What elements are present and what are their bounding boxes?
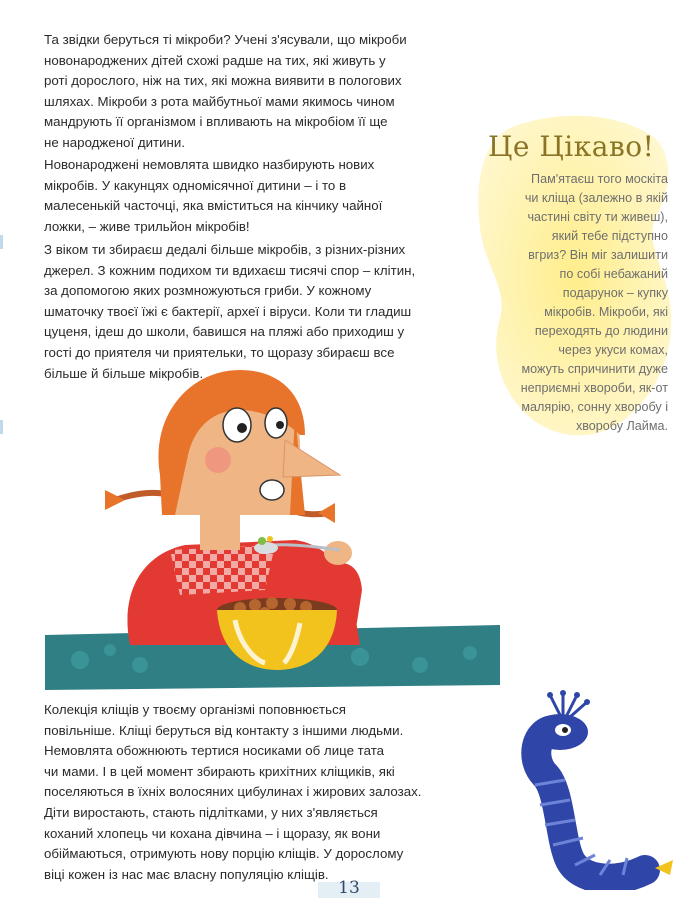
aside-text: Пам'ятаєш того москіта чи кліща (залежно в якій частині світу ти живеш), який тебе підступно вгриз? Він міг залишити по собі небажаний подарунок – купку мікробів. Мікроби, які переходять до людини через укуси комах, можуть спричинити дуже неприємні хвороби, як-от малярію, сонну хворобу і хворобу Лайма. <box>520 172 668 433</box>
paragraph-origin-of-microbes: Та звідки беруться ті мікроби? Учені з'ясували, що мікроби новонароджених дітей схожі радше на тих, які живуть у роті дорослого, ніж на тих, які можна виявити в пологових шляхах. Мікроби з рота майбутньої мами якимось чином мандрують її організмом і впливають на мікробіом її ще не народженої дитини. <box>44 32 407 150</box>
aside-title: Це Цікаво! <box>488 130 655 163</box>
paragraph-collecting-microbes: З віком ти збираєш дедалі більше мікробів, з різних-різних джерел. З кожним подихом ти вдихаєш тисячі спор – клітин, за допомогою яких розмножуються гриби. У кожному шматочку твоєї їжі є бактерії, археї і віруси. Коли ти гладиш цуценя, ідеш до школи, бавишся на пляжі або приходиш у гості до приятеля чи приятельки, то щоразу збираєш все більше й більше мікробів. <box>44 242 416 381</box>
edge-mark <box>0 235 3 249</box>
blue-mite-worm-illustration <box>515 690 675 890</box>
paragraph-newborns: Новонароджені немовлята швидко назбирують нових мікробів. У какунцях одномісячної дитини – і то в малесенькій часточці, яка вміститься на кінчику чайної ложки, – живе трильйон мікробів! <box>44 157 383 234</box>
page-number: 13 <box>338 878 360 898</box>
paragraph-mites-collection: Колекція кліщів у твоєму організмі поповнюється повільніше. Кліщі беруться від контакту з іншими людьми. Немовлята обожнюють тертися носиками об лице тата чи мами. І в цей момент збирають крихітних кліщиків, які поселяються в їхніх волосяних цибулинах і жирових залозах. Діти виростають, стають підлітками, у них з'являється коханий хлопець чи кохана дівчина – і щоразу, як вони обіймаються, отримують нову порцію кліщів. У дорослому віці кожен із нас має власну популяцію кліщів. <box>44 702 422 882</box>
girl-eating-cereal-illustration <box>0 365 500 690</box>
edge-mark <box>0 420 3 434</box>
